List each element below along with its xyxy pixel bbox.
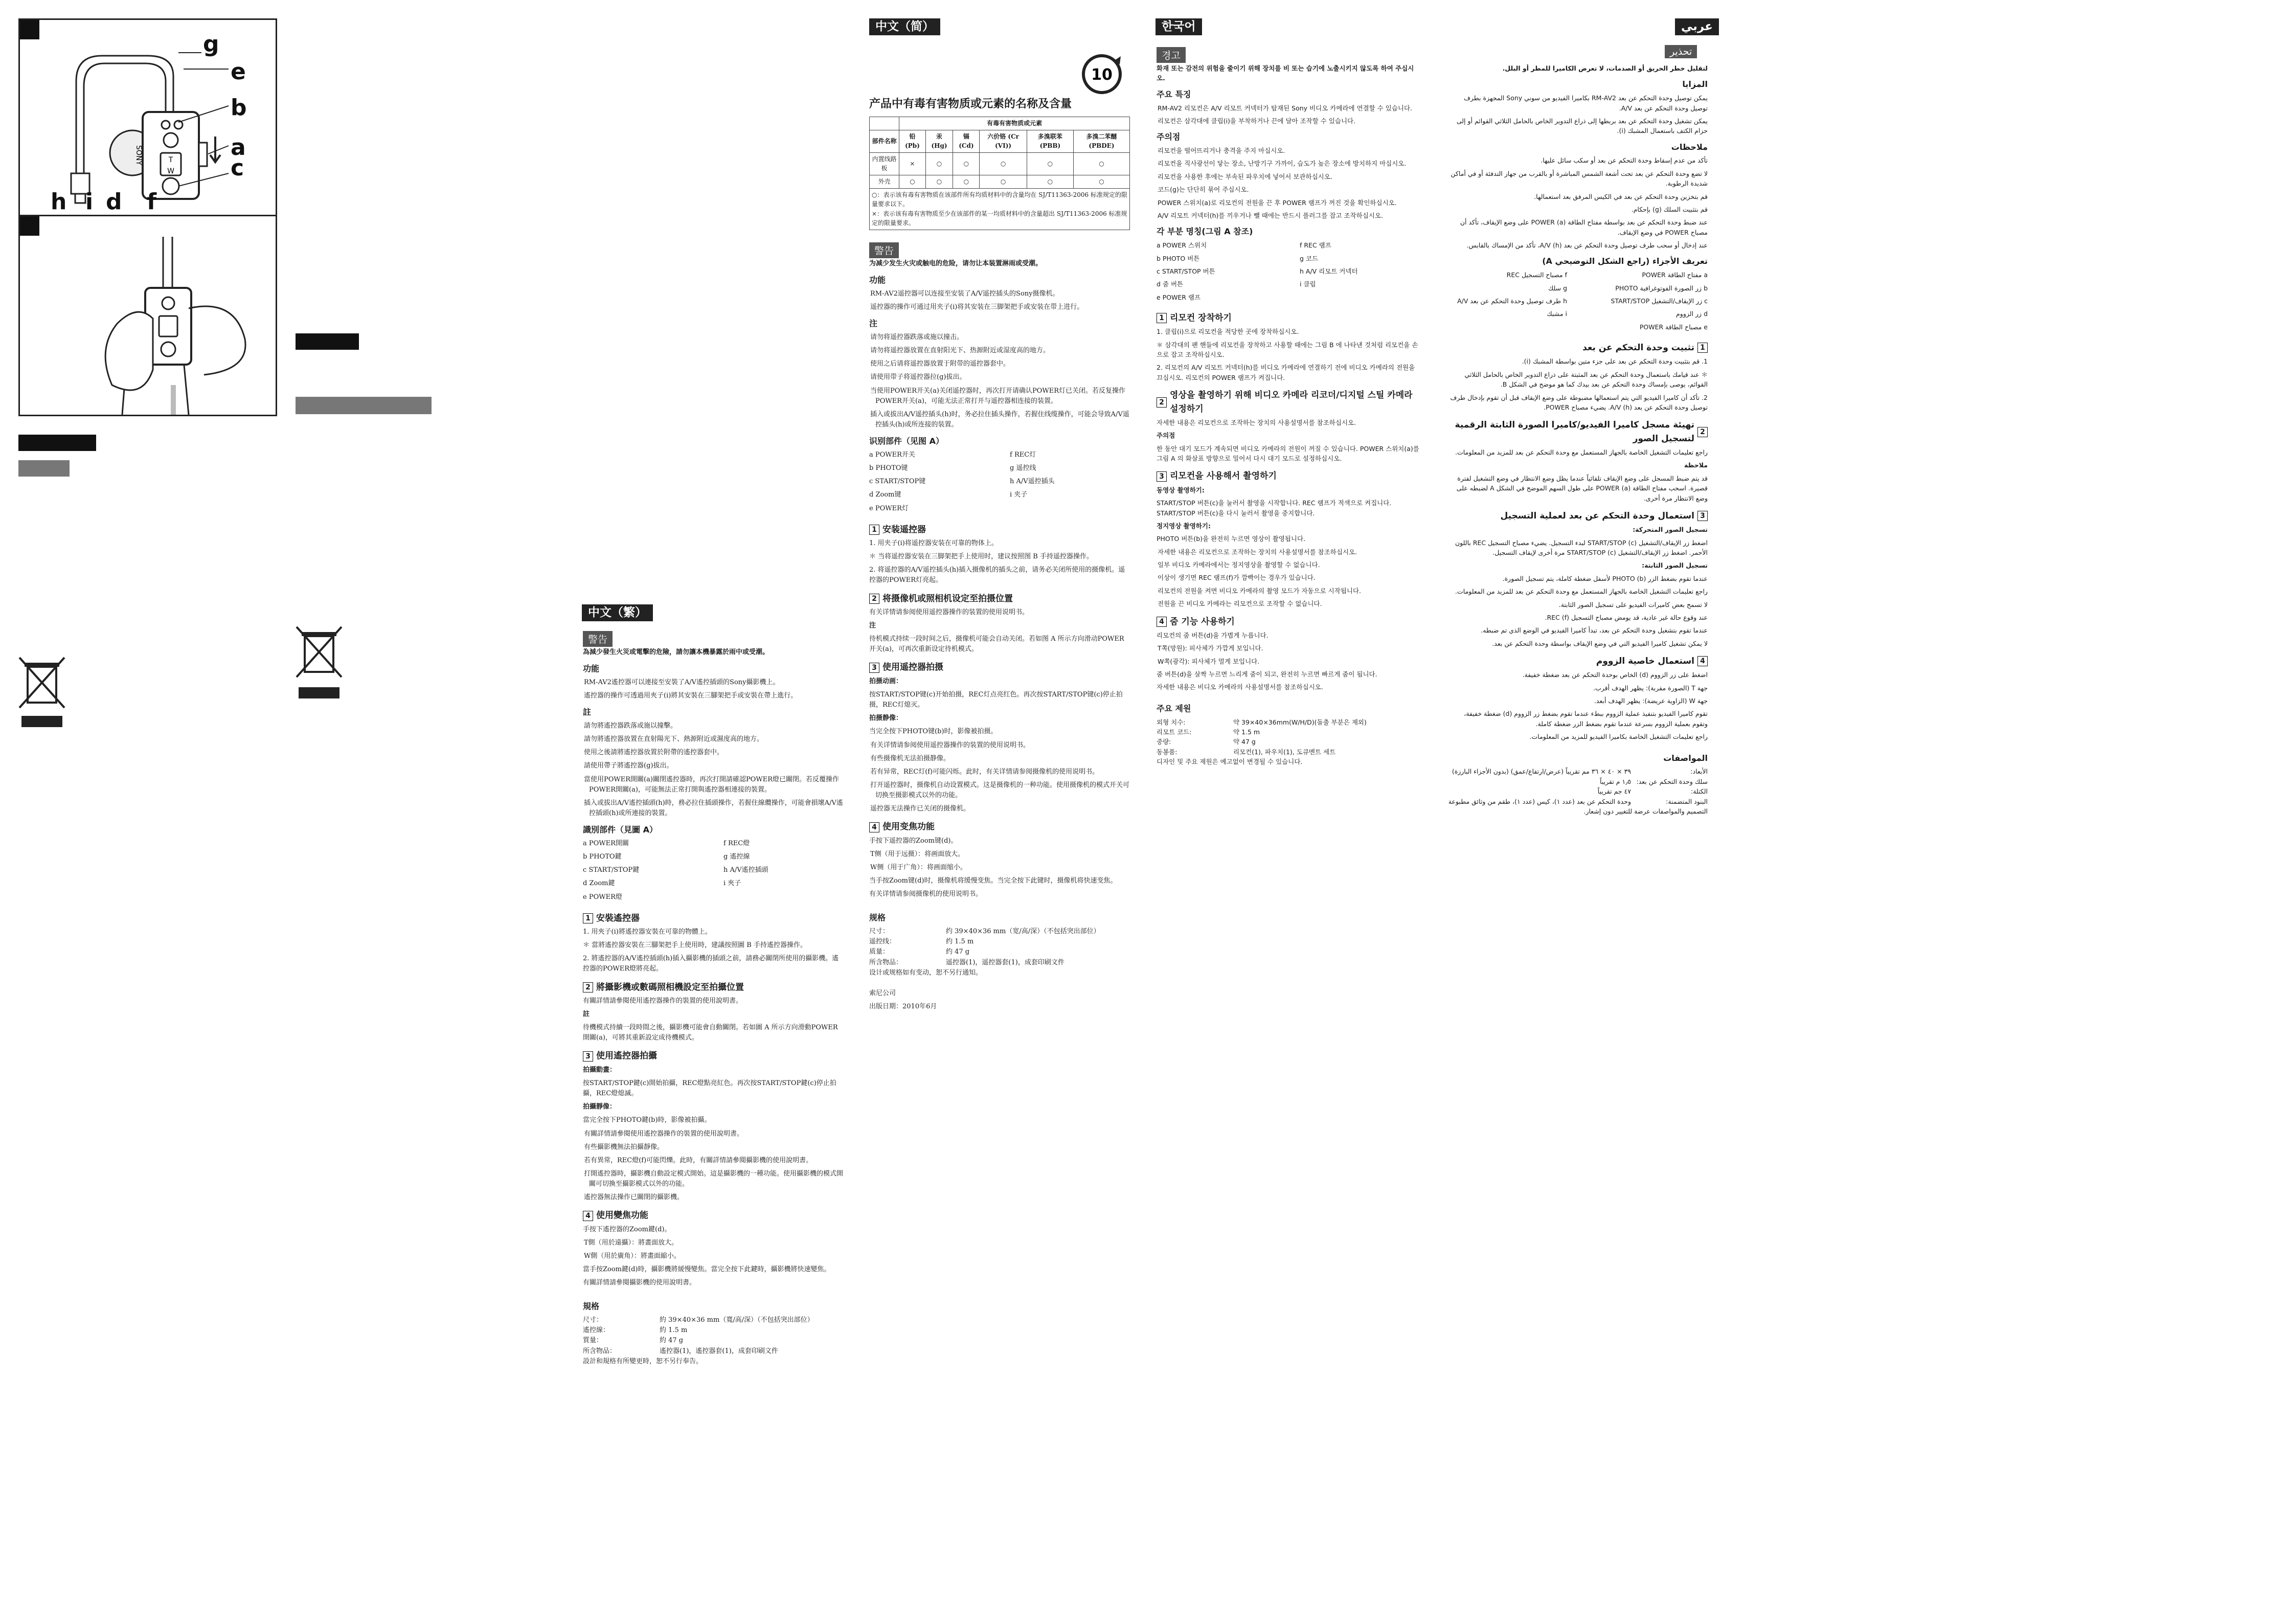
ar-note: عند ضبط وحدة التحكم عن بعد بواسطة مفتاح الطاقة POWER (a) على وضع الإيقاف، تأكد أن مصباح POWER في وضع الإيقاف. — [1460, 218, 1708, 236]
zh-cn-note: 请勿将遥控器放置在直射阳光下、热源附近或湿度高的地方。 — [870, 347, 1050, 355]
zh-cn-spec-row: 遥控线： 约 1.5 m — [869, 938, 974, 946]
zh-tw-s2-text: 待機模式持續一段時間之後，攝影機可能會自動關閉。若如圖 A 所示方向滑動POWER開關(a)，可將其重新設定成待機模式。 — [583, 1024, 838, 1042]
zh-tw-part: d Zoom鍵 — [583, 879, 615, 888]
ko-s1-text: ＊ 삼각대의 팬 핸들에 리모컨을 장착하고 사용할 때에는 그림 B 에 나타낸 것처럼 리모컨을 손으로 잡고 조작하십시오. — [1157, 341, 1418, 359]
ko-spec-footer: 디자인 및 주요 제원은 예고없이 변경될 수 있습니다. — [1157, 758, 1303, 766]
ko-s4-text: W쪽(광각): 피사체가 멀게 보입니다. — [1158, 657, 1260, 665]
ar-parts-heading: تعريف الأجزاء (راجع الشكل التوضيحي A) — [1542, 256, 1708, 266]
zh-tw-warning-text: 為減少發生火災或電擊的危險，請勿讓本機暴露於雨中或受潮。 — [583, 648, 769, 656]
zh-tw-s4-text: W側（用於廣角）：將畫面縮小。 — [584, 1252, 681, 1260]
ar-part: b زر الصورة الفوتوغرافية PHOTO — [1615, 284, 1708, 292]
zh-tw-s3-note: 遙控器無法操作已關閉的攝影機。 — [584, 1193, 684, 1202]
ko-s4-text: T쪽(망원): 피사체가 가깝게 보입니다. — [1158, 644, 1263, 652]
zh-cn-s3-note: 打开遥控器时，摄像机自动设置模式。这是摄像机的一种功能。使用摄像机的模式开关可切换至摄影模式以外的功能。 — [870, 781, 1130, 800]
ko-spec-row: 리모트 코드: 약 1.5 m — [1157, 728, 1260, 736]
callout-g: g — [203, 31, 219, 57]
ko-spec-row: 동봉품: 리모컨(1), 파우치(1), 도큐멘트 세트 — [1157, 748, 1336, 756]
zh-cn-note: 当使用POWER开关(a)关闭遥控器时，再次打开请确认POWER灯已关闭。若反复操作POWER开关(a)，可能无法正常打开与遥控器相连接的装置。 — [870, 387, 1125, 405]
zh-cn-warning-badge: 警告 — [869, 242, 899, 258]
ar-note: قم بتخزين وحدة التحكم عن بعد في الكيس المرفق بعد استعمالها. — [1534, 192, 1708, 200]
zh-cn-photo-text: 当完全按下PHOTO键(b)时，影像被拍摄。 — [869, 728, 998, 736]
ko-warning-badge: 경고 — [1157, 47, 1186, 63]
callout-a: a — [231, 134, 246, 161]
zh-tw-note: 使用之後請將遙控器放置於附帶的遙控器套中。 — [584, 749, 724, 757]
zh-cn-parts-heading: 识别部件（见图 A） — [869, 436, 944, 446]
zh-tw-s4-text: 有關詳情請參閱攝影機的使用說明書。 — [583, 1279, 696, 1287]
ar-section-3: 3 استعمال وحدة التحكم عن بعد لعملية التسجيل — [1447, 509, 1708, 523]
zh-cn-part: a POWER开关 — [869, 450, 915, 459]
ar-s1-text: 2. تأكد أن كاميرا الفيديو التي يتم استعمالها مضبوطة على وضع الإيقاف قبل أن تقوم بإدخال طرف توصيل وحدة التحكم عن بعد A/V (h). يضيء مصباح POWER. — [1450, 393, 1708, 411]
zh-cn-lang-badge: 中文（简） — [869, 18, 940, 35]
power-switch — [199, 143, 207, 166]
zh-tw-section-2: 2 將攝影機或數碼照相機設定至拍攝位置 — [583, 981, 844, 994]
ar-photo-text: عندما تقوم بضغط الزر PHOTO (b) لأسفل ضغطة كاملة، يتم تسجيل الصورة. — [1502, 574, 1708, 582]
zh-tw-s2-text: 註 — [583, 1010, 590, 1019]
zh-cn-part: h A/V遥控插头 — [1010, 478, 1055, 486]
zh-tw-part: i 夾子 — [723, 879, 741, 888]
ar-s1-text: ＊ عند قيامك باستعمال وحدة التحكم عن بعد المثبتة على ذراع التدوير الخاص بالحامل الثلاثي القوائم، يوصى بإمساك وحدة التحكم عن بعد بيدك كما هو موضح في الشكل B. — [1464, 370, 1708, 389]
zh-tw-warning-badge: 警告 — [583, 631, 613, 647]
zh-cn-photo-heading: 拍摄静像： — [869, 714, 903, 723]
zh-cn-parts-list — [869, 450, 1130, 517]
ko-part: h A/V 리모트 커넥터 — [1300, 267, 1358, 275]
zh-tw-s3-note: 有些攝影機無法拍攝靜像。 — [584, 1143, 664, 1151]
ko-part: b PHOTO 버튼 — [1157, 254, 1200, 262]
ar-s4-text: اضغط على زر الزووم (d) الخاص بوحدة التحكم عن بعد ضغطة خفيفة. — [1522, 671, 1708, 679]
zh-tw-part: e POWER燈 — [583, 893, 622, 901]
zh-cn-publisher: 索尼公司 — [869, 989, 896, 997]
ko-section-2: 2 영상을 촬영하기 위해 비디오 카메라 리코더/디지털 스틸 카메라 설정하기 — [1157, 389, 1422, 416]
zh-tw-s2-text: 有關詳情請參閱使用遙控器操作的裝置的使用說明書。 — [583, 997, 743, 1005]
zh-tw-part: a POWER開關 — [583, 839, 629, 847]
callout-e: e — [231, 59, 246, 85]
ar-part: d زر الزووم — [1676, 310, 1708, 318]
ko-notes-heading: 주의점 — [1157, 132, 1181, 142]
ko-features-heading: 주요 특징 — [1157, 89, 1191, 99]
ko-spec-heading: 주요 제원 — [1157, 703, 1191, 713]
zh-tw-spec-row: 質量： 約 47 g — [583, 1337, 684, 1345]
bar-1 — [296, 333, 359, 350]
zh-cn-column — [869, 259, 1130, 1015]
ko-s2-text: 주의점 — [1157, 432, 1175, 440]
ar-spec-row: سلك وحدة التحكم عن بعد: ١٫٥ م تقريباً — [1600, 777, 1708, 785]
ko-spec-row: 외형 치수: 약 39×40×36mm(W/H/D)(돌출 부분은 제외) — [1157, 718, 1367, 726]
figure-a — [18, 18, 277, 217]
ar-photo-heading: تسجيل الصور الثابتة: — [1642, 561, 1708, 570]
ko-part: f REC 램프 — [1300, 241, 1331, 250]
zh-tw-section-1: 1 安裝遙控器 — [583, 912, 844, 925]
figure-b-drawing — [20, 216, 276, 415]
ko-part: d 줌 버튼 — [1157, 280, 1184, 288]
zh-tw-photo-text: 當完全按下PHOTO鍵(b)時，影像被拍攝。 — [583, 1116, 711, 1124]
zh-cn-publish-date: 出版日期：2010年6月 — [869, 1003, 937, 1011]
zh-cn-spec-row: 质量： 约 47 g — [869, 948, 970, 956]
zh-tw-part: b PHOTO鍵 — [583, 853, 622, 861]
ko-warning-text: 화재 또는 감전의 위험을 줄이기 위해 장치를 비 또는 습기에 노출시키지 않도록 하여 주십시오. — [1157, 64, 1414, 82]
ar-s4-text: جهة T (الصورة مقربة): يظهر الهدف أقرب. — [1593, 684, 1708, 692]
zh-tw-section-4: 4 使用變焦功能 — [583, 1209, 844, 1222]
ar-section-4: 4 استعمال خاصية الزووم — [1447, 655, 1708, 668]
ko-s3-note: 자세한 내용은 리모컨으로 조작하는 장치의 사용설명서를 참조하십시오. — [1158, 548, 1357, 556]
zh-tw-feature: 遙控器的操作可透過用夾子(i)將其安裝在三腳架把手或安裝在帶上進行。 — [584, 692, 798, 700]
ko-note: 코드(g)는 단단히 묶어 주십시오. — [1158, 186, 1249, 194]
zh-cn-feature: RM-AV2遥控器可以连接至安装了A/V遥控插头的Sony摄像机。 — [870, 289, 1059, 298]
ko-section-3: 3 리모컨을 사용해서 촬영하기 — [1157, 469, 1422, 483]
ar-s4-text: راجع تعليمات التشغيل الخاصة بكاميرا الفيديو للمزيد من المعلومات. — [1529, 733, 1708, 741]
zh-cn-spec-row: 尺寸： 约 39×40×36 mm（宽/高/深）（不包括突出部位） — [869, 928, 1100, 936]
callout-d: d — [106, 189, 122, 215]
ar-s3-note: لا يمكن تشغيل كاميرا الفيديو التي في وضع الإيقاف بواسطة وحدة التحكم عن بعد. — [1492, 639, 1708, 647]
ko-feature: 리모컨은 삼각대에 클립(i)을 부착하거나 끈에 달아 조작할 수 있습니다. — [1158, 117, 1356, 125]
ko-s3-note: 리모컨의 전원을 켜면 비디오 카메라의 촬영 모드가 자동으로 시작됩니다. — [1158, 587, 1362, 595]
callout-i: i — [85, 189, 94, 215]
ko-s3-note: 이상이 생기면 REC 램프(f)가 깜빡이는 경우가 있습니다. — [1158, 574, 1316, 582]
ko-lang-badge: 한국어 — [1156, 18, 1202, 35]
zh-tw-s1-text: ＊ 當將遙控器安裝在三腳架把手上使用時，建議按照圖 B 手持遙控器操作。 — [583, 941, 807, 950]
zh-tw-features-heading: 功能 — [583, 664, 600, 674]
ar-s2-text: راجع تعليمات التشغيل الخاصة بالجهاز المستعمل مع وحدة التحكم عن بعد للمزيد من المعلومات. — [1455, 448, 1708, 457]
zh-tw-spec-row: 遙控線： 約 1.5 m — [583, 1326, 688, 1335]
zh-cn-s2-text: 待机模式持续一段时间之后，摄像机可能会自动关闭。若如图 A 所示方向滑动POWER开关(a)，可再次重新设定待机模式。 — [869, 635, 1124, 653]
zh-cn-feature: 遥控器的操作可通过用夹子(i)将其安装在三脚架把手或安装在带上进行。 — [870, 303, 1084, 311]
ar-part: i مشبك — [1547, 310, 1567, 318]
ko-column — [1157, 63, 1422, 770]
ko-s4-text: 자세한 내용은 비디오 카메라의 사용설명서를 참조하십시오. — [1157, 683, 1323, 691]
zh-cn-spec-row: 所含物品： 遥控器(1)，遥控器套(1)，成套印刷文件 — [869, 958, 1064, 966]
ko-section-4: 4 줌 기능 사용하기 — [1157, 615, 1422, 628]
ko-movie-heading: 동영상 촬영하기: — [1157, 486, 1205, 494]
ko-parts-list — [1157, 240, 1422, 305]
zh-tw-spec-row: 所含物品： 遙控器(1)，遙控器套(1)，成套印刷文件 — [583, 1347, 778, 1355]
zh-cn-s1-text: 1. 用夹子(i)将遥控器安装在可靠的物体上。 — [869, 539, 998, 547]
zh-cn-movie-text: 按START/STOP键(c)开始拍摄，REC灯点亮红色。再次按START/STOP键(c)停止拍摄，REC灯熄灭。 — [869, 690, 1123, 709]
ar-spec-footer: التصميم والمواصفات عرضة للتغيير دون إشعار. — [1583, 807, 1708, 815]
ar-movie-text: اضغط زر الإيقاف/التشغيل START/STOP (c) لبدء التسجيل. يضيء مصباح التسجيل REC باللون الأحمر. اضغط زر الإيقاف/التشغيل START/STOP (c) مرة أخرى لإيقاف التسجيل. — [1455, 538, 1708, 557]
zh-cn-part: i 夹子 — [1010, 491, 1028, 499]
zh-cn-hazard-table: 有毒有害物质或元素 部件名称 铅 (Pb) 汞 (Hg) 镉 (Cd) 六价铬 (Cr (VI)) 多溴联苯 (PBB) 多溴二苯醚 (PBDE) 内置线路板 × ○ ○ ○ ○ ○ 外壳 ○ ○ ○ ○ ○ ○ ○：表示该有毒有害物质在该部件所有均质材料中的含量均在 SJ/T11363-2006 标准规定的限量要求以下。 ×：表示该有毒有害物质至少在该部件的某一均质材料中的含量超出 SJ/T11363-2006 标准规定的限量要求。 — [869, 117, 1130, 230]
zh-cn-note: 使用之后请将遥控器放置于附带的遥控器套中。 — [870, 360, 1010, 368]
zh-cn-hazard-block — [869, 114, 1130, 230]
ko-s2-text: 한 동안 대기 모드가 계속되면 비디오 카메라의 전원이 꺼질 수 있습니다. POWER 스위치(a)를 그림 A 의 화살표 방향으로 밀어서 다시 대기 모드로 설정하십시오. — [1157, 444, 1419, 463]
bar-4 — [18, 460, 70, 477]
ar-part: f مصباح التسجيل REC — [1506, 271, 1567, 279]
ar-part: c زر الإيقاف/التشغيل START/STOP — [1611, 297, 1708, 305]
callout-f: f — [147, 189, 157, 215]
zh-cn-part: e POWER灯 — [869, 504, 909, 512]
ar-feature: يمكن توصيل وحدة التحكم عن بعد RM-AV2 بكاميرا الفيديو من سوني Sony المجهزة بطرف توصيل وحدة التحكم عن بعد A/V. — [1463, 94, 1708, 112]
ar-s3-note: عند وقوع حالة غير عادية، قد يومض مصباح التسجيل REC (f). — [1545, 613, 1708, 621]
zh-tw-s3-note: 有關詳情請參閱使用遙控器操作的裝置的使用說明書。 — [584, 1130, 744, 1138]
start-stop-button — [163, 178, 179, 194]
zh-tw-spec-row: 尺寸： 約 39×40×36 mm（寬/高/深）（不包括突出部位） — [583, 1316, 814, 1324]
ko-section-1: 1 리모컨 장착하기 — [1157, 311, 1422, 325]
ko-spec-row: 중량: 약 47 g — [1157, 738, 1256, 746]
zh-cn-movie-heading: 拍摄动画： — [869, 677, 903, 685]
ar-part: h طرف توصيل وحدة التحكم عن بعد A/V — [1457, 297, 1567, 305]
ar-features-heading: المزايا — [1682, 79, 1708, 89]
table-row: 内置线路板 × ○ ○ ○ ○ ○ — [870, 152, 1130, 175]
ko-note: A/V 리모트 커넥터(h)를 끼우거나 뺄 때에는 반드시 플러그를 잡고 조작하십시오. — [1158, 211, 1383, 219]
zh-tw-spec-footer: 設計和規格有所變更時，恕不另行奉告。 — [583, 1357, 703, 1365]
zh-cn-notes-heading: 注 — [869, 319, 878, 329]
zh-cn-features-heading: 功能 — [869, 275, 886, 285]
brand-label: SONY — [134, 145, 143, 165]
zh-cn-section-4: 4 使用变焦功能 — [869, 820, 1130, 833]
zh-cn-s4-text: 有关详情请参阅摄像机的使用说明书。 — [869, 890, 983, 898]
zh-cn-s4-text: 当手按Zoom键(d)时，摄像机将缓慢变焦。当完全按下此键时，摄像机将快速变焦。 — [869, 877, 1117, 885]
ar-spec-row: الأبعاد: ٣٩ × ٤٠ × ٣٦ مم تقريباً (عرض/ارتفاع/عمق) (بدون الأجزاء البارزة) — [1452, 768, 1708, 776]
ar-s4-text: جهة W (الزاوية عريضة): يظهر الهدف أبعد. — [1594, 697, 1708, 705]
zh-cn-hazard-title: 产品中有毒有害物质或元素的名称及含量 — [869, 98, 1072, 110]
zh-cn-s4-text: T侧（用于远摄）：将画面放大。 — [870, 850, 965, 858]
ko-parts-heading: 각 부분 명칭(그림 A 참조) — [1157, 227, 1253, 237]
zh-tw-s3-note: 打開遙控器時，攝影機自動設定模式開始。這是攝影機的一種功能。使用攝影機的模式開關可切換至攝影模式以外的功能。 — [584, 1169, 844, 1188]
ar-note: قم بتثبيت السلك (g) بإحكام. — [1631, 205, 1708, 213]
ko-s1-text: 1. 클립(i)으로 리모컨을 적당한 곳에 장착하십시오. — [1157, 328, 1299, 336]
ko-s4-text: 리모컨의 줌 버튼(d)을 가볍게 누릅니다. — [1157, 631, 1268, 639]
zh-tw-s4-text: 手按下遙控器的Zoom鍵(d)。 — [583, 1225, 671, 1233]
ar-s3-note: لا تسمح بعض كاميرات الفيديو على تسجيل الصور الثابتة. — [1558, 600, 1708, 608]
zh-cn-s2-text: 注 — [869, 622, 876, 630]
ar-spec-row: البنود المتضمنة: وحدة التحكم عن بعد (عدد ١)، كيس (عدد ١)، طقم من وثائق مطبوعة — [1448, 797, 1708, 805]
zh-cn-section-3: 3 使用遥控器拍摄 — [869, 661, 1130, 674]
ar-feature: يمكن تشغيل وحدة التحكم عن بعد بربطها إلى ذراع التدوير الخاص بالحامل الثلاثي القوائم أو إلى حزام الكتف باستعمال المشبك (i). — [1456, 117, 1708, 135]
zh-tw-s1-text: 2. 將遙控器的A/V遙控插頭(h)插入攝影機的插頭之前，請務必關閉所使用的攝影機。遙控器的POWER燈將亮起。 — [583, 955, 839, 973]
ar-s3-note: راجع تعليمات التشغيل الخاصة بالجهاز المستعمل مع وحدة التحكم عن بعد للمزيد من المعلومات. — [1455, 588, 1708, 596]
zh-cn-part: c START/STOP键 — [869, 478, 926, 486]
ar-s2-text: ملاحظة — [1684, 461, 1708, 469]
ko-s3-note: 일부 비디오 카메라에서는 정지영상을 촬영할 수 없습니다. — [1158, 561, 1320, 569]
weee-bin-icon-2 — [295, 624, 344, 698]
zh-tw-note: 請勿將遙控器放置在直射陽光下、熱源附近或濕度高的地方。 — [584, 735, 764, 743]
zh-tw-part: c START/STOP鍵 — [583, 866, 640, 874]
zh-tw-part: g 遙控線 — [723, 853, 750, 861]
zh-tw-s4-text: T側（用於遠攝）：將畫面放大。 — [584, 1238, 678, 1247]
ar-column — [1447, 63, 1708, 819]
zh-tw-spec-heading: 規格 — [583, 1301, 600, 1312]
ko-s3-note: 전원을 끈 비디오 카메라는 리모컨으로 조작할 수 없습니다. — [1158, 600, 1322, 608]
zh-tw-lang-badge: 中文（繁） — [582, 604, 653, 621]
zh-tw-feature: RM-AV2遙控器可以連接至安裝了A/V遙控插頭的Sony攝影機上。 — [584, 678, 780, 686]
ko-note: POWER 스위치(a)로 리모컨의 전원을 끈 후 POWER 램프가 꺼진 것을 확인하십시오. — [1158, 198, 1397, 207]
ko-note: 리모컨을 직사광선이 닿는 장소, 난방기구 가까이, 습도가 높은 장소에 방치하지 마십시오. — [1158, 160, 1407, 168]
ko-part: a POWER 스위치 — [1157, 241, 1207, 250]
zh-cn-part: f REC灯 — [1010, 450, 1036, 459]
zh-cn-part: b PHOTO键 — [869, 464, 908, 472]
zh-cn-s1-text: ＊ 当将遥控器安装在三脚架把手上使用时，建议按照图 B 手持遥控器操作。 — [869, 553, 1093, 561]
zh-tw-photo-heading: 拍攝靜像： — [583, 1103, 617, 1111]
ar-s2-text: قد يتم ضبط المسجل على وضع الإيقاف تلقائياً عندما يظل وضع الانتظار في وضع التشغيل لفترة قصيرة. اسحب مفتاح الطاقة POWER (a) على طول السهم الموضح في الشكل A لضبطه على وضع الانتظار مرة أخرى. — [1456, 474, 1708, 502]
ko-part: i 클립 — [1300, 280, 1316, 288]
zh-cn-note: 插入或拔出A/V遥控插头(h)时，务必拉住插头操作，若握住线缆操作，可能会导致A/V遥控插头(h)或所连接的装置。 — [870, 410, 1129, 428]
zh-tw-parts-list — [583, 839, 844, 906]
ko-feature: RM-AV2 리모컨은 A/V 리모트 커넥터가 탑재된 Sony 비디오 카메라에 연결할 수 있습니다. — [1158, 104, 1413, 112]
zh-cn-warning-text: 为减少发生火灾或触电的危险，请勿让本装置淋雨或受潮。 — [869, 260, 1043, 267]
ko-note: 리모컨을 사용한 후에는 부속된 파우치에 넣어서 보관하십시오. — [1158, 172, 1332, 181]
zh-tw-movie-text: 按START/STOP鍵(c)開始拍攝，REC燈點亮紅色。再次按START/STOP鍵(c)停止拍攝，REC燈熄滅。 — [583, 1079, 836, 1098]
ar-part: a مفتاح الطاقة POWER — [1642, 271, 1708, 279]
ar-parts-list — [1447, 270, 1708, 335]
ar-spec-heading: المواصفات — [1663, 753, 1708, 763]
callout-h: h — [51, 189, 67, 215]
callout-b: b — [231, 95, 247, 121]
zh-cn-s3-note: 若有异常，REC灯(f)可能闪烁。此时，有关详情请参阅摄像机的使用说明书。 — [870, 768, 1099, 776]
callout-c: c — [231, 155, 244, 181]
ko-part: c START/STOP 버튼 — [1157, 267, 1215, 275]
svg-text:10: 10 — [1091, 66, 1113, 84]
ar-warning-badge: تحذير — [1665, 45, 1697, 58]
ar-note: تأكد من عدم إسقاط وحدة التحكم عن بعد أو سكب سائل عليها. — [1541, 156, 1708, 165]
ar-s3-note: عندما تقوم بتشغيل وحدة التحكم عن بعد، تبدأ كاميرا الفيديو في الوضع الذي تم ضبطه. — [1481, 626, 1708, 635]
zh-cn-spec-footer: 设计或规格如有变动，恕不另行通知。 — [869, 968, 983, 977]
ko-s1-text: 2. 리모컨의 A/V 리모트 커넥터(h)를 비디오 카메라에 연결하기 전에 비디오 카메라의 전원을 끄십시오. 리모컨의 POWER 램프가 켜집니다. — [1157, 364, 1415, 381]
zh-tw-s1-text: 1. 用夾子(i)將遙控器安裝在可靠的物體上。 — [583, 928, 712, 936]
ko-movie-text: START/STOP 버튼(c)을 눌러서 촬영을 시작합니다. REC 램프가 적색으로 켜집니다. START/STOP 버튼(c)을 다시 눌러서 촬영을 중지합니다. — [1157, 499, 1392, 517]
ko-photo-heading: 정지영상 촬영하기: — [1157, 522, 1211, 530]
zh-cn-note: 请使用带子将遥控器拉(g)拔出。 — [870, 373, 966, 381]
ar-note: عند إدخال أو سحب طرف توصيل وحدة التحكم عن بعد A/V (h)، تأكد من الإمساك بالقابس. — [1466, 241, 1708, 250]
figure-b — [18, 215, 277, 416]
zh-tw-s4-text: 當手按Zoom鍵(d)時，攝影機將緩慢變焦。當完全按下此鍵時，攝影機將快速變焦。 — [583, 1266, 831, 1274]
ar-section-1: 1 تثبيت وحدة التحكم عن بعد — [1447, 341, 1708, 354]
zh-cn-spec-heading: 规格 — [869, 913, 886, 923]
ko-s4-text: 줌 버튼(d)을 살짝 누르면 느리게 줌이 되고, 완전히 누르면 빠르게 줌이 됩니다. — [1157, 670, 1377, 678]
ar-section-2: 2 تهيئة مسجل كاميرا الفيديو/كاميرا الصورة الثابتة الرقمية لتسجيل الصور — [1447, 418, 1708, 445]
zh-cn-s3-note: 有关详情请参阅使用遥控器操作的装置的使用说明书。 — [870, 741, 1030, 749]
zh-tw-movie-heading: 拍攝動畫： — [583, 1066, 617, 1074]
zh-cn-s1-text: 2. 将遥控器的A/V遥控插头(h)插入摄像机的插头之前，请务必关闭所使用的摄像机。遥控器的POWER灯亮起。 — [869, 566, 1125, 584]
ar-part: e مصباح الطاقة POWER — [1639, 323, 1708, 331]
zh-cn-note: 请勿将遥控器跌落或施以撞击。 — [870, 333, 964, 342]
ar-movie-heading: تسجيل الصور المتحركة: — [1633, 526, 1708, 534]
ar-s1-text: 1. قم بتثبيت وحدة التحكم عن بعد على جزء متين بواسطة المشبك (i). — [1522, 357, 1708, 366]
zh-tw-part: f REC燈 — [723, 839, 750, 847]
ar-notes-heading: ملاحظات — [1671, 142, 1708, 152]
zh-cn-s3-note: 有些摄像机无法拍摄静像。 — [870, 754, 950, 762]
zh-cn-part: g 遥控线 — [1010, 464, 1036, 472]
zh-cn-part: d Zoom键 — [869, 491, 901, 499]
ar-note: لا تضع وحدة التحكم عن بعد تحت أشعة الشمس المباشرة أو بالقرب من جهاز التدفئة أو في أماكن شديدة الرطوبة. — [1451, 169, 1708, 188]
photo-button — [164, 133, 178, 147]
zh-tw-parts-heading: 識別部件（見圖 A） — [583, 825, 658, 835]
zh-tw-notes-heading: 註 — [583, 707, 592, 717]
ko-part: e POWER 램프 — [1157, 293, 1201, 301]
zh-cn-s2-text: 有关详情请参阅使用遥控器操作的装置的使用说明书。 — [869, 608, 1029, 616]
zh-tw-note: 插入或拔出A/V遙控插頭(h)時，務必拉住插頭操作，若握住線纜操作，可能會損壞A/V遙控插頭(h)或所連接的裝置。 — [584, 799, 843, 817]
zh-cn-section-1: 1 安装遥控器 — [869, 523, 1130, 536]
ar-part: g سلك — [1548, 284, 1567, 292]
ar-lang-badge: عربي — [1675, 18, 1719, 35]
zh-tw-section-3: 3 使用遙控器拍攝 — [583, 1049, 844, 1063]
ko-part: g 코드 — [1300, 254, 1319, 262]
bar-2 — [296, 397, 432, 414]
zh-cn-s3-note: 遥控器无法操作已关闭的摄像机。 — [870, 805, 970, 813]
zh-cn-section-2: 2 将摄像机或照相机设定至拍摄位置 — [869, 592, 1130, 605]
zh-tw-s3-note: 若有異常，REC燈(f)可能閃爍。此時，有關詳情請參閱攝影機的使用說明書。 — [584, 1156, 813, 1164]
hand — [105, 312, 153, 390]
environmental-protection-10-icon — [1079, 51, 1125, 97]
weee-bin-icon-1 — [17, 655, 66, 729]
zh-cn-s4-text: 手按下遥控器的Zoom键(d)。 — [869, 837, 958, 845]
ko-photo-text: PHOTO 버튼(b)을 완전히 누르면 영상이 촬영됩니다. — [1157, 535, 1306, 543]
zh-cn-s4-text: W侧（用于广角）：将画面缩小。 — [870, 863, 967, 871]
zoom-w-label: W — [167, 167, 174, 175]
ar-warning-text: لتقليل خطر الحريق أو الصدمات، لا تعرض الكاميرا للمطر أو البلل. — [1502, 64, 1708, 72]
table-row: 外壳 ○ ○ ○ ○ ○ ○ — [870, 175, 1130, 188]
bar-3 — [18, 435, 96, 451]
ar-spec-row: الكتلة: ٤٧ جم تقريباً — [1597, 787, 1708, 796]
zh-tw-note: 請使用帶子將遙控器(g)拔出。 — [584, 762, 673, 770]
zh-tw-column — [583, 647, 844, 1370]
zh-tw-part: h A/V遙控插頭 — [723, 866, 768, 874]
ko-s2-text: 자세한 내용은 리모컨으로 조작하는 장치의 사용설명서를 참조하십시오. — [1157, 418, 1356, 426]
zoom-t-label: T — [168, 156, 173, 164]
ko-note: 리모컨을 떨어뜨리거나 충격을 주지 마십시오. — [1158, 147, 1285, 155]
ar-s4-text: تقوم كاميرا الفيديو بتنفيذ عملية الزووم ببطء عندما تقوم بضغط زر الزووم (d) ضغطة خفيفة، وتقوم بعملية الزووم بسرعة عندما تقوم بضغط الزر ضغطة كاملة. — [1464, 710, 1708, 728]
zh-tw-note: 當使用POWER開關(a)關閉遙控器時，再次打開請確認POWER燈已關閉。若反覆操作POWER開關(a)，可能無法正常打開與遙控器相連接的裝置。 — [584, 775, 839, 794]
zh-tw-note: 請勿將遙控器跌落或施以撞擊。 — [584, 722, 677, 730]
